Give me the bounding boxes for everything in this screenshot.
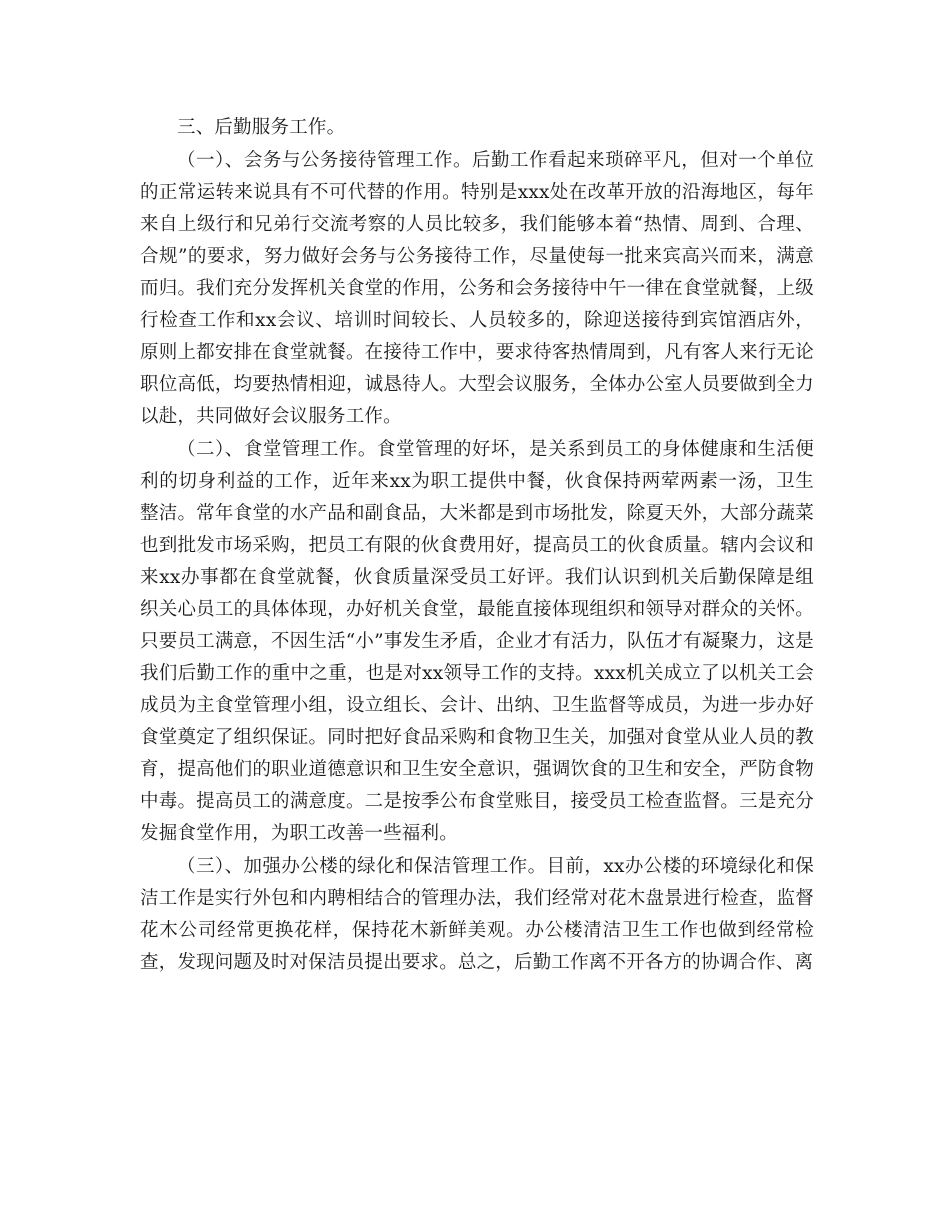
paragraph-reception: （一）、会务与公务接待管理工作。后勤工作看起来琐碎平凡，但对一个单位的正常运转来说具有不可代替的作用。特别是xxx处在改革开放的沿海地区，每年来自上级行和兄弟行交流考察的人员比较多，我们能够本着“热情、周到、合理、合规”的要求，努力做好会务与公务接待工作，尽量使每一批来宾高兴而来，满意而归。我们充分发挥机关食堂的作用，公务和会务接待中午一律在食堂就餐，上级行检查工作和xx会议、培训时间较长、人员较多的，除迎送接待到宾馆酒店外，原则上都安排在食堂就餐。在接待工作中，要求待客热情周到，凡有客人来行无论职位高低，均要热情相迎，诚恳待人。大型会议服务，全体办公室人员要做到全力以赴，共同做好会议服务工作。: [140, 150, 814, 427]
document-body: [140, 112, 814, 980]
paragraph-canteen: （二）、食堂管理工作。食堂管理的好坏，是关系到员工的身体健康和生活便利的切身利益的工作，近年来xx为职工提供中餐，伙食保持两荤两素一汤，卫生整洁。常年食堂的水产品和副食品，大米都是到市场批发，除夏天外，大部分蔬菜也到批发市场采购，把员工有限的伙食费用好，提高员工的伙食质量。辖内会议和来xx办事都在食堂就餐，伙食质量深受员工好评。我们认识到机关后勤保障是组织关心员工的具体体现，办好机关食堂，最能直接体现组织和领导对群众的关怀。只要员工满意，不因生活“小”事发生矛盾，企业才有活力，队伍才有凝聚力，这是我们后勤工作的重中之重，也是对xx领导工作的支持。xxx机关成立了以机关工会成员为主食堂管理小组，设立组长、会计、出纳、卫生监督等成员，为进一步办好食堂奠定了组织保证。同时把好食品采购和食物卫生关，加强对食堂从业人员的教育，提高他们的职业道德意识和卫生安全意识，强调饮食的卫生和安全，严防食物中毒。提高员工的满意度。二是按季公布食堂账目，接受员工检查监督。三是充分发掘食堂作用，为职工改善一些福利。: [140, 439, 814, 844]
paragraph-greening: （三）、加强办公楼的绿化和保洁管理工作。目前，xx办公楼的环境绿化和保洁工作是实行外包和内聘相结合的管理办法，我们经常对花木盘景进行检查，监督花木公司经常更换花样，保持花木新鲜美观。办公楼清洁卫生工作也做到经常检查，发现问题及时对保洁员提出要求。总之，后勤工作离不开各方的协调合作、离: [140, 856, 814, 973]
section-heading: 三、后勤服务工作。: [177, 117, 346, 138]
